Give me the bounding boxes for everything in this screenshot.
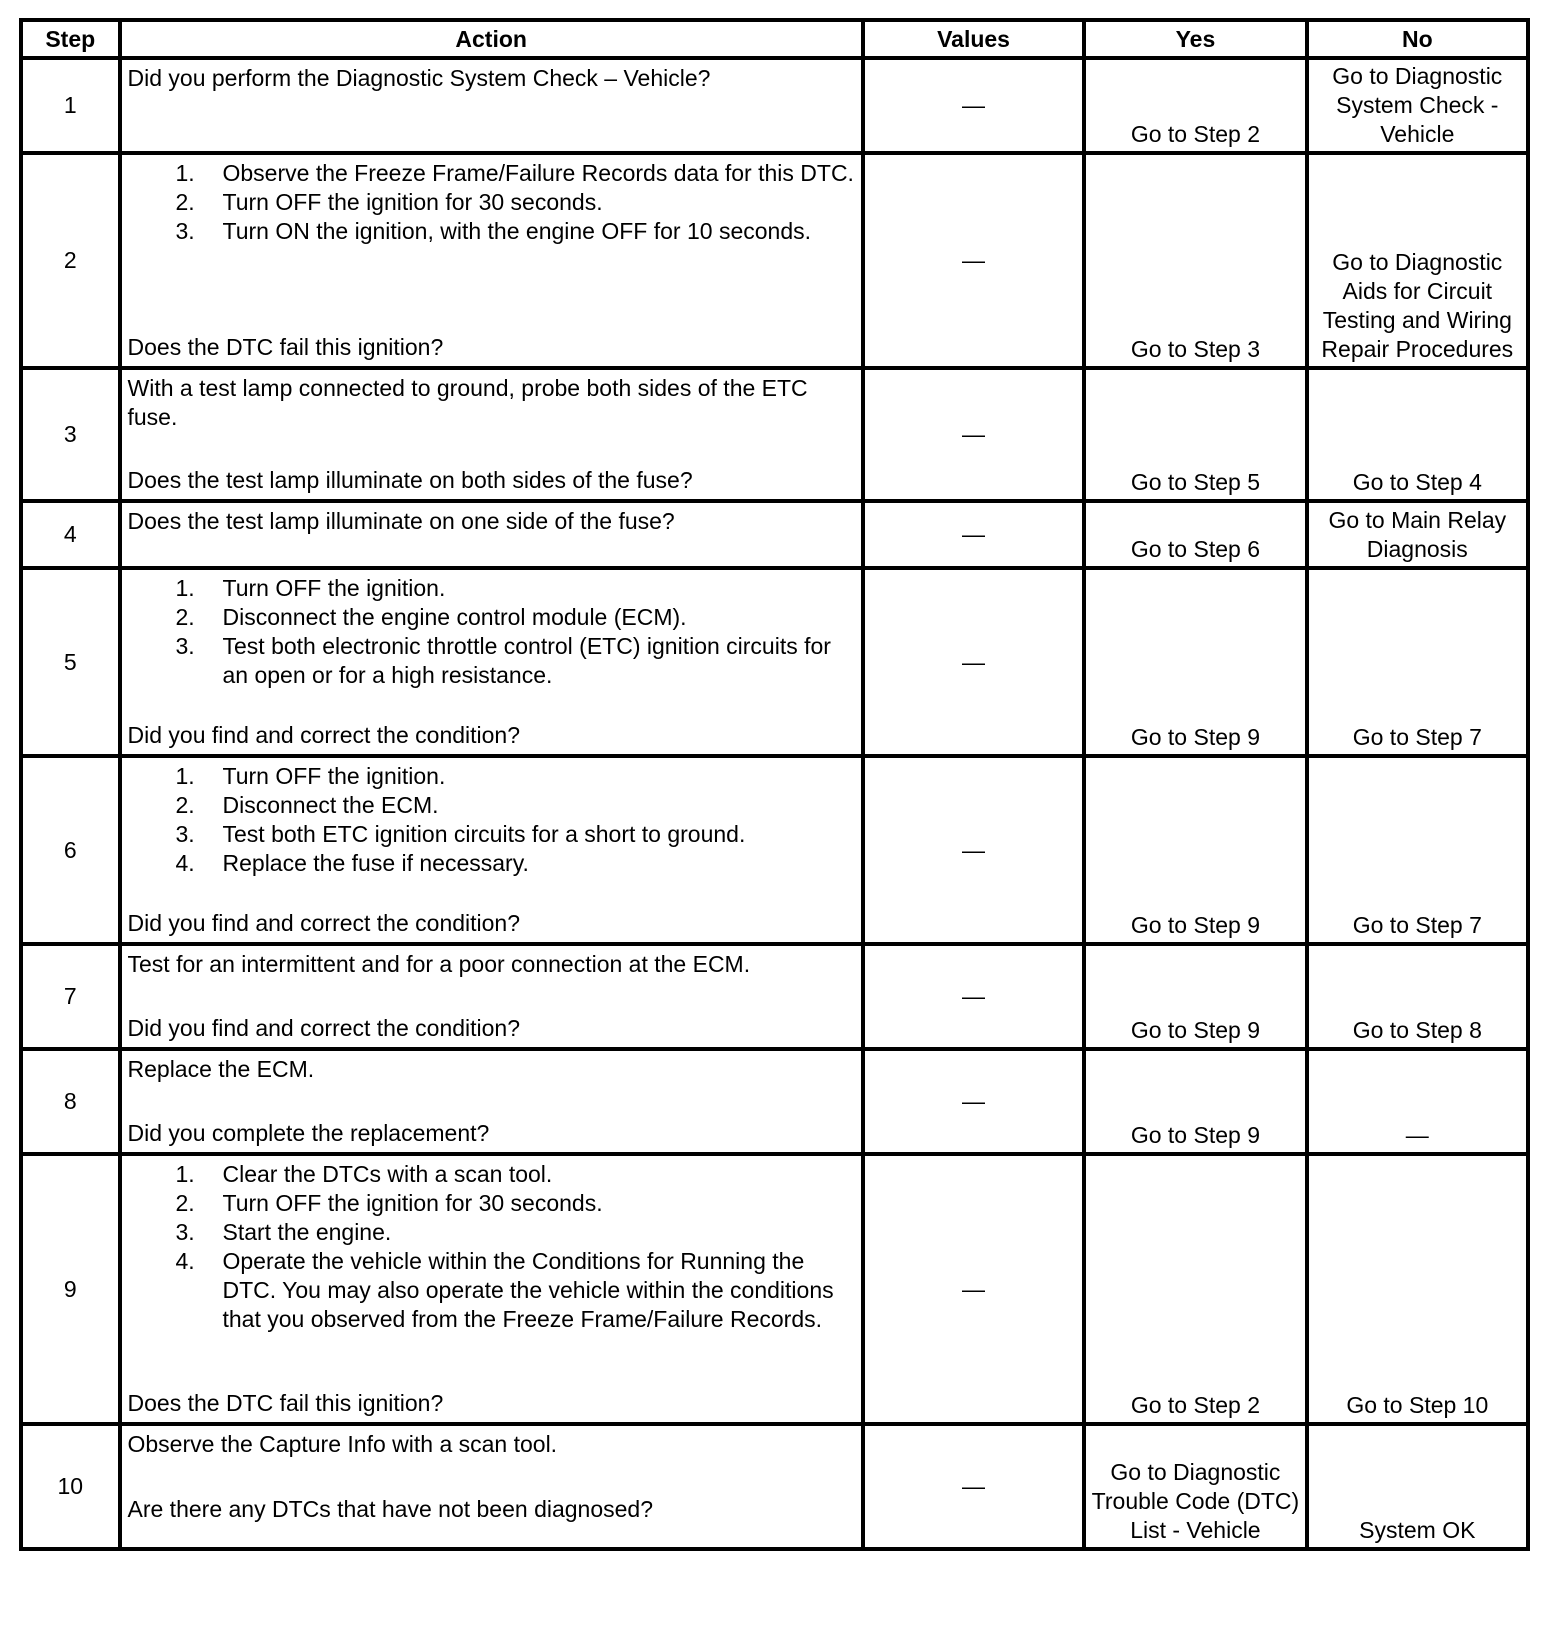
action-cell	[120, 1154, 863, 1424]
values-cell: —	[863, 1049, 1084, 1154]
yes-cell: Go to Step 5	[1084, 368, 1306, 501]
action-cell	[120, 58, 863, 153]
action-question: Does the test lamp illuminate on both sides of the fuse?	[127, 467, 693, 493]
step-number: 2	[21, 153, 120, 368]
yes-cell: Go to Step 9	[1084, 944, 1306, 1049]
yes-cell: Go to Step 2	[1084, 1154, 1306, 1424]
list-item: 2. Disconnect the engine control module (ECM).	[175, 604, 687, 630]
action-text: Did you perform the Diagnostic System Check – Vehicle?	[127, 65, 711, 91]
list-item: 2. Turn OFF the ignition for 30 seconds.	[175, 1190, 603, 1216]
list-item: 2. Disconnect the ECM.	[175, 792, 439, 818]
action-text: With a test lamp connected to ground, probe both sides of the ETC fuse.	[127, 375, 808, 430]
table-row	[21, 501, 1528, 568]
action-question: Does the DTC fail this ignition?	[127, 1390, 444, 1416]
yes-cell: Go to Step 6	[1084, 501, 1306, 568]
yes-cell: Go to Step 3	[1084, 153, 1306, 368]
list-item: 3. Start the engine.	[175, 1219, 392, 1245]
action-cell	[120, 1424, 863, 1549]
table-row	[21, 1424, 1528, 1549]
header-yes: Yes	[1084, 20, 1306, 58]
action-question: Did you find and correct the condition?	[127, 722, 521, 748]
action-cell	[120, 756, 863, 944]
values-cell: —	[863, 501, 1084, 568]
action-steps-list	[128, 762, 857, 878]
list-item: 4. Operate the vehicle within the Conditions for Running the DTC. You may also operate the vehicle within the conditions that you observed from the Freeze Frame/Failure Records.	[175, 1248, 834, 1332]
values-cell: —	[863, 1154, 1084, 1424]
action-steps-list	[128, 574, 857, 690]
step-number: 4	[21, 501, 120, 568]
header-no: No	[1307, 20, 1528, 58]
step-number: 3	[21, 368, 120, 501]
action-text: Observe the Capture Info with a scan tool.	[127, 1431, 558, 1457]
action-steps-list	[128, 159, 857, 246]
no-cell: System OK	[1307, 1424, 1528, 1549]
no-cell: —	[1307, 1049, 1528, 1154]
table-row	[21, 756, 1528, 944]
action-text: Does the test lamp illuminate on one side of the fuse?	[127, 508, 675, 534]
yes-cell: Go to Step 9	[1084, 756, 1306, 944]
action-steps-list	[128, 1160, 857, 1334]
table-row	[21, 568, 1528, 756]
action-question: Does the DTC fail this ignition?	[127, 334, 444, 360]
action-cell	[120, 368, 863, 501]
action-text: Test for an intermittent and for a poor connection at the ECM.	[127, 951, 751, 977]
header-row	[21, 20, 1528, 58]
list-item: 3. Test both electronic throttle control (ETC) ignition circuits for an open or for a high resistance.	[175, 633, 831, 688]
list-item: 3. Test both ETC ignition circuits for a short to ground.	[175, 821, 746, 847]
step-number: 7	[21, 944, 120, 1049]
list-item: 2. Turn OFF the ignition for 30 seconds.	[175, 189, 603, 215]
list-item: 1. Clear the DTCs with a scan tool.	[175, 1161, 553, 1187]
action-question: Did you complete the replacement?	[127, 1120, 490, 1146]
no-cell: Go to Step 7	[1307, 756, 1528, 944]
diagnostic-table	[19, 18, 1530, 1551]
list-item: 1. Turn OFF the ignition.	[175, 575, 446, 601]
action-text: Replace the ECM.	[127, 1056, 315, 1082]
action-cell	[120, 568, 863, 756]
step-number: 9	[21, 1154, 120, 1424]
header-values: Values	[863, 20, 1084, 58]
values-cell: —	[863, 756, 1084, 944]
yes-cell: Go to Step 9	[1084, 1049, 1306, 1154]
step-number: 1	[21, 58, 120, 153]
values-cell: —	[863, 368, 1084, 501]
no-cell: Go to Step 10	[1307, 1154, 1528, 1424]
step-number: 5	[21, 568, 120, 756]
action-question: Are there any DTCs that have not been diagnosed?	[127, 1496, 654, 1522]
list-item: 3. Turn ON the ignition, with the engine OFF for 10 seconds.	[175, 218, 811, 244]
list-item: 1. Turn OFF the ignition.	[175, 763, 446, 789]
table-row	[21, 58, 1528, 153]
no-cell: Go to Step 8	[1307, 944, 1528, 1049]
header-action: Action	[120, 20, 863, 58]
action-question: Did you find and correct the condition?	[127, 1015, 521, 1041]
list-item: 4. Replace the fuse if necessary.	[175, 850, 529, 876]
values-cell: —	[863, 944, 1084, 1049]
no-cell: Go to Step 4	[1307, 368, 1528, 501]
no-cell: Go to Diagnostic System Check - Vehicle	[1307, 58, 1528, 153]
yes-cell: Go to Step 2	[1084, 58, 1306, 153]
no-cell: Go to Main Relay Diagnosis	[1307, 501, 1528, 568]
values-cell: —	[863, 58, 1084, 153]
action-cell	[120, 1049, 863, 1154]
table-row	[21, 1154, 1528, 1424]
table-row	[21, 944, 1528, 1049]
list-item: 1. Observe the Freeze Frame/Failure Records data for this DTC.	[175, 160, 854, 186]
values-cell: —	[863, 153, 1084, 368]
action-question: Did you find and correct the condition?	[127, 910, 521, 936]
header-step: Step	[21, 20, 120, 58]
table-row	[21, 153, 1528, 368]
no-cell: Go to Diagnostic Aids for Circuit Testing and Wiring Repair Procedures	[1307, 153, 1528, 368]
action-cell	[120, 944, 863, 1049]
yes-cell: Go to Step 9	[1084, 568, 1306, 756]
table-row	[21, 368, 1528, 501]
values-cell: —	[863, 568, 1084, 756]
step-number: 8	[21, 1049, 120, 1154]
values-cell: —	[863, 1424, 1084, 1549]
table-row	[21, 1049, 1528, 1154]
step-number: 10	[21, 1424, 120, 1549]
step-number: 6	[21, 756, 120, 944]
action-cell	[120, 501, 863, 568]
action-cell	[120, 153, 863, 368]
no-cell: Go to Step 7	[1307, 568, 1528, 756]
diagnostic-table-document	[19, 18, 1530, 1551]
yes-cell: Go to Diagnostic Trouble Code (DTC) List - Vehicle	[1084, 1424, 1306, 1549]
